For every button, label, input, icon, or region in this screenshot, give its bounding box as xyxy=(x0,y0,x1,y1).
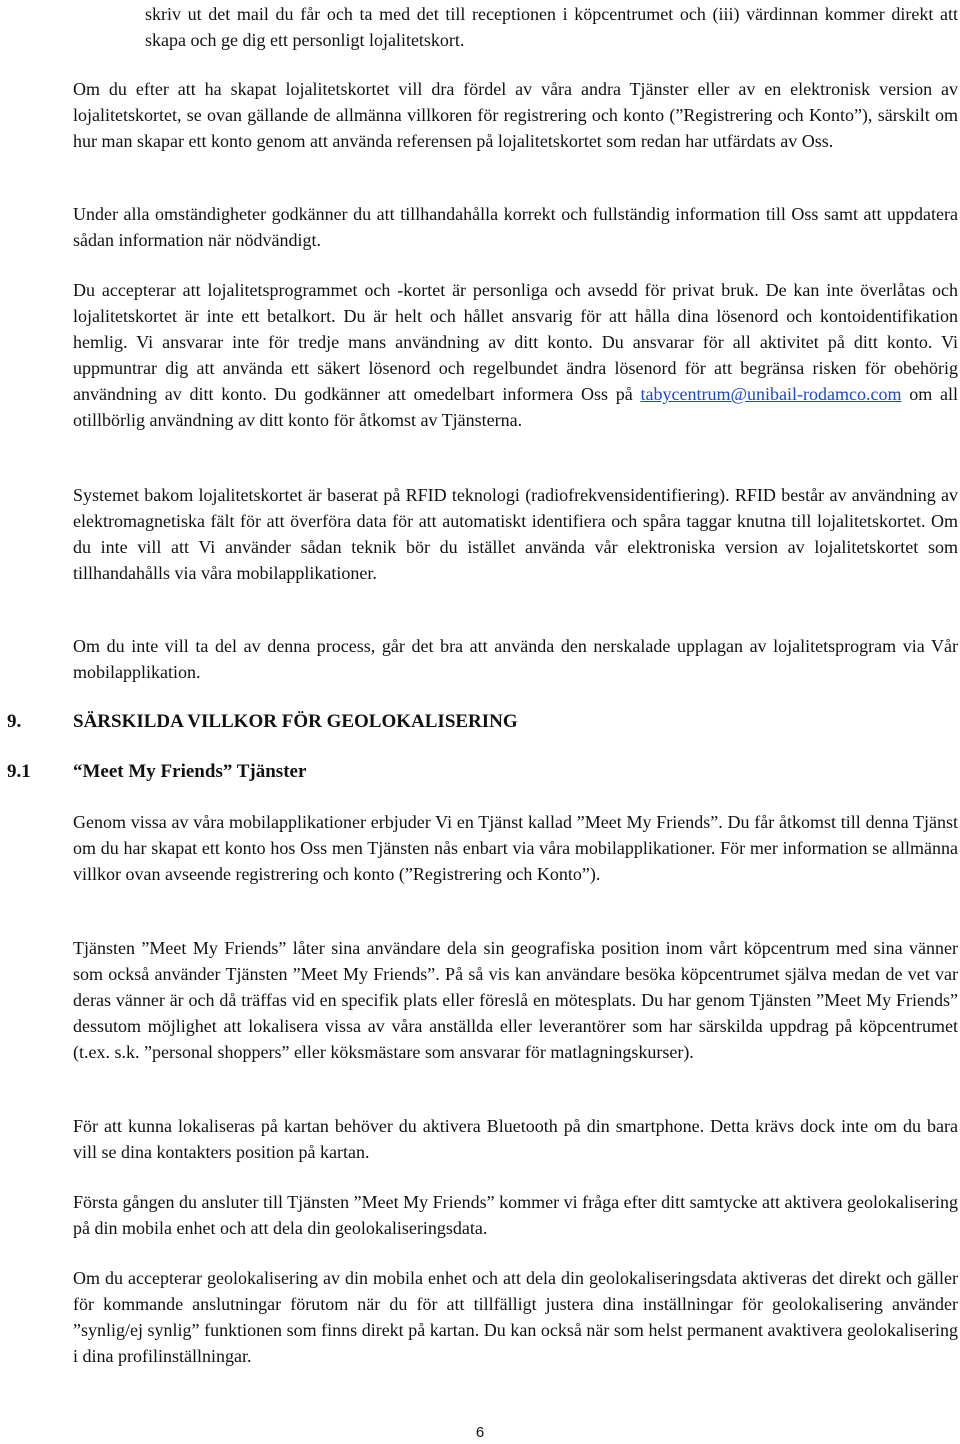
section-9-title: SÄRSKILDA VILLKOR FÖR GEOLOKALISERING xyxy=(73,711,518,732)
paragraph-first-connect: Första gången du ansluter till Tjänsten ”Meet My Friends” kommer vi fråga efter ditt samtycke att aktivera geolokalisering på din mobila enhet och att dela din geolokaliseringsdata. xyxy=(73,1192,958,1238)
paragraph-correct-info: Under alla omständigheter godkänner du att tillhandahålla korrekt och fullständig information till Oss samt att uppdatera sådan information när nödvändigt. xyxy=(73,204,958,250)
paragraph-intro-tail: skriv ut det mail du får och ta med det till receptionen i köpcentrumet och (iii) värdinnan kommer direkt att skapa och ge dig ett personligt lojalitetskort. xyxy=(145,4,958,50)
paragraph-loyalty-services: Om du efter att ha skapat lojalitetskortet vill dra fördel av våra andra Tjänster eller av en elektronisk version av lojalitetskortet, se ovan gällande de allmänna villkoren för registrering och konto (”Registrering och Konto”), särskilt om hur man skapar ett konto genom att använda referensen på lojalitetskortet som redan har utfärdats av Oss. xyxy=(73,79,958,151)
personal-use-text-after: om all otillbörlig användning av ditt konto för åtkomst av Tjänsterna. xyxy=(73,384,958,430)
section-9-number: 9. xyxy=(7,711,22,732)
paragraph-mmf-share: Tjänsten ”Meet My Friends” låter sina användare dela sin geografiska position inom vårt köpcentrum med sina vänner som också använder Tjänsten ”Meet My Friends”. På så vis kan användare besöka köpcentrumet själva medan de vet var deras vänner är och då träffas vid en specifik plats eller föreslå en mötesplats. Du har genom Tjänsten ”Meet My Friends” dessutom möjlighet att lokalisera vissa av våra anställda eller leverantörer som har särskilda uppdrag på köpcentrumet (t.ex. s.k. ”personal shoppers” eller köksmästare som ansvarar för matlagningskurser). xyxy=(73,938,958,1062)
paragraph-accept-geo: Om du accepterar geolokalisering av din mobila enhet och att dela din geolokaliseringsdata aktiveras det direkt och gäller för kommande anslutningar förutom när du för att tillfälligt justera dina inställningar för geolokalisering använder ”synlig/ej synlig” funktionen som finns direkt på kartan. Du kan också när som helst permanent avaktivera geolokalisering i dina profilinställningar. xyxy=(73,1268,958,1366)
section-9-1-title: “Meet My Friends” Tjänster xyxy=(73,761,307,782)
paragraph-bluetooth: För att kunna lokaliseras på kartan behöver du aktivera Bluetooth på din smartphone. Detta krävs dock inte om du bara vill se dina kontakters position på kartan. xyxy=(73,1116,958,1162)
paragraph-rfid: Systemet bakom lojalitetskortet är baserat på RFID teknologi (radiofrekvensidentifiering). RFID består av användning av elektromagnetiska fält för att överföra data för att automatiskt identifiera och spåra taggar knutna till lojalitetskortet. Om du inte vill att Vi använder sådan teknik bör du istället använda vår elektroniska version av lojalitetskortet som tillhandahålls via våra mobilapplikationer. xyxy=(73,485,958,583)
section-9-heading xyxy=(7,709,947,735)
section-9-1-heading xyxy=(7,759,947,785)
paragraph-opt-out: Om du inte vill ta del av denna process, går det bra att använda den nerskalade upplagan av lojalitetsprogram via Vår mobilapplikation. xyxy=(73,636,958,682)
paragraph-mmf-intro: Genom vissa av våra mobilapplikationer erbjuder Vi en Tjänst kallad ”Meet My Friends”. Du får åtkomst till denna Tjänst om du har skapat ett konto hos Oss men Tjänsten nås enbart via våra mobilapplikationer. För mer information se allmänna villkor ovan avseende registrering och konto (”Registrering och Konto”). xyxy=(73,812,958,884)
paragraph-personal-use xyxy=(73,277,958,433)
personal-use-text-before: Du accepterar att lojalitetsprogrammet och -kortet är personliga och avsedd för privat bruk. De kan inte överlåtas och lojalitetskortet är inte ett betalkort. Du är helt och hållet ansvarig för att hålla dina lösenord och kontoidentifikation hemlig. Vi ansvarar inte för tredje mans användning av ditt konto. Du ansvarar för all aktivitet på ditt konto. Vi uppmuntrar dig att använda ett säkert lösenord och regelbundet ändra lösenord för att begränsa risken för obehörig användning av ditt konto. Du godkänner att omedelbart informera Oss på xyxy=(73,280,958,404)
contact-email-link[interactable]: tabycentrum@unibail-rodamco.com xyxy=(640,384,902,404)
page-number: 6 xyxy=(475,1424,485,1441)
section-9-1-number: 9.1 xyxy=(7,761,31,782)
